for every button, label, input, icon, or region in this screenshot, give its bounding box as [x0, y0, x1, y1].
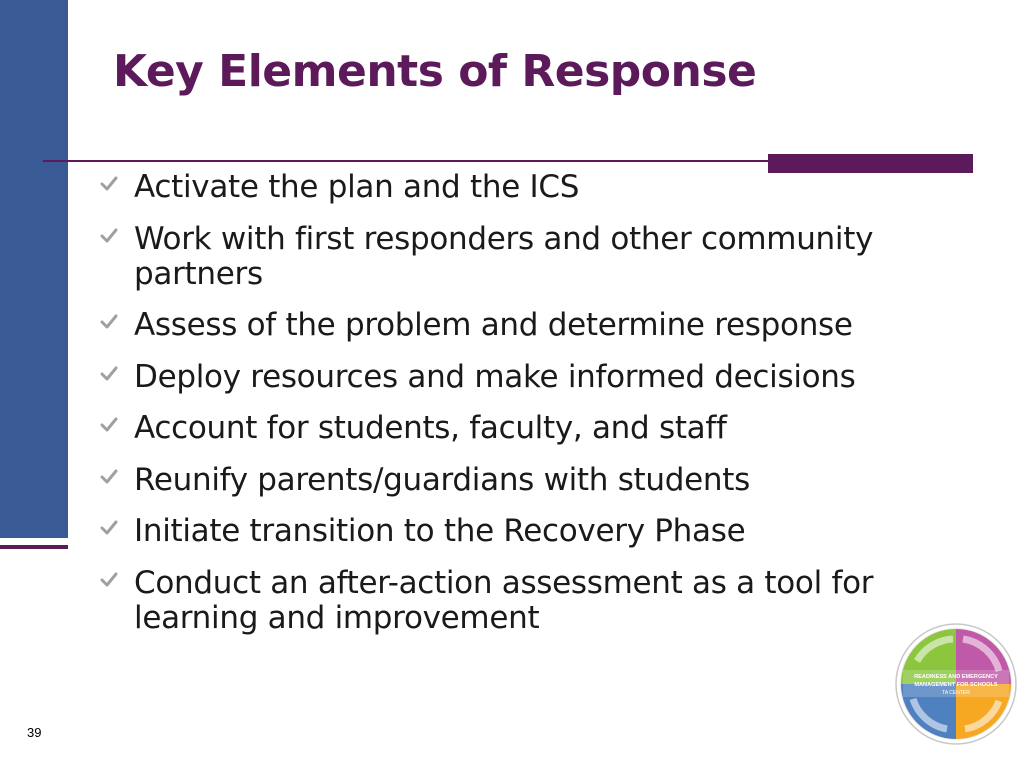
bullet-text: Initiate transition to the Recovery Phase	[134, 513, 746, 549]
list-item	[100, 514, 970, 549]
logo-line-2: MANAGEMENT FOR SCHOOLS	[914, 682, 998, 688]
list-item	[100, 308, 970, 343]
title-underline	[43, 160, 773, 162]
bullet-list	[100, 170, 970, 652]
list-item	[100, 463, 970, 498]
slide-title: Key Elements of Response	[113, 46, 757, 97]
list-item	[100, 222, 970, 292]
bullet-text: Assess of the problem and determine response	[134, 307, 853, 343]
bullet-text: Reunify parents/guardians with students	[134, 461, 750, 498]
bullet-text: Deploy resources and make informed decisions	[134, 358, 856, 395]
checkmark-icon	[100, 222, 134, 244]
left-accent-line	[0, 545, 68, 549]
bullet-text: Work with first responders and other community partners	[134, 220, 874, 292]
bullet-text: Activate the plan and the ICS	[134, 169, 580, 205]
left-side-bar	[0, 0, 68, 538]
list-item	[100, 566, 970, 636]
checkmark-icon	[100, 566, 134, 588]
rems-ta-center-logo	[895, 623, 1017, 745]
list-item	[100, 170, 970, 205]
checkmark-icon	[100, 170, 134, 192]
logo-line-1: READINESS AND EMERGENCY	[914, 674, 998, 680]
checkmark-icon	[100, 514, 134, 536]
slide-number: 39	[27, 725, 42, 740]
bullet-text: Conduct an after-action assessment as a tool for learning and improvement	[134, 564, 874, 636]
list-item	[100, 411, 970, 446]
checkmark-icon	[100, 308, 134, 330]
checkmark-icon	[100, 360, 134, 382]
checkmark-icon	[100, 411, 134, 433]
logo-line-3: TA CENTER	[942, 690, 970, 696]
list-item	[100, 360, 970, 395]
checkmark-icon	[100, 463, 134, 485]
bullet-text: Account for students, faculty, and staff	[134, 410, 727, 446]
